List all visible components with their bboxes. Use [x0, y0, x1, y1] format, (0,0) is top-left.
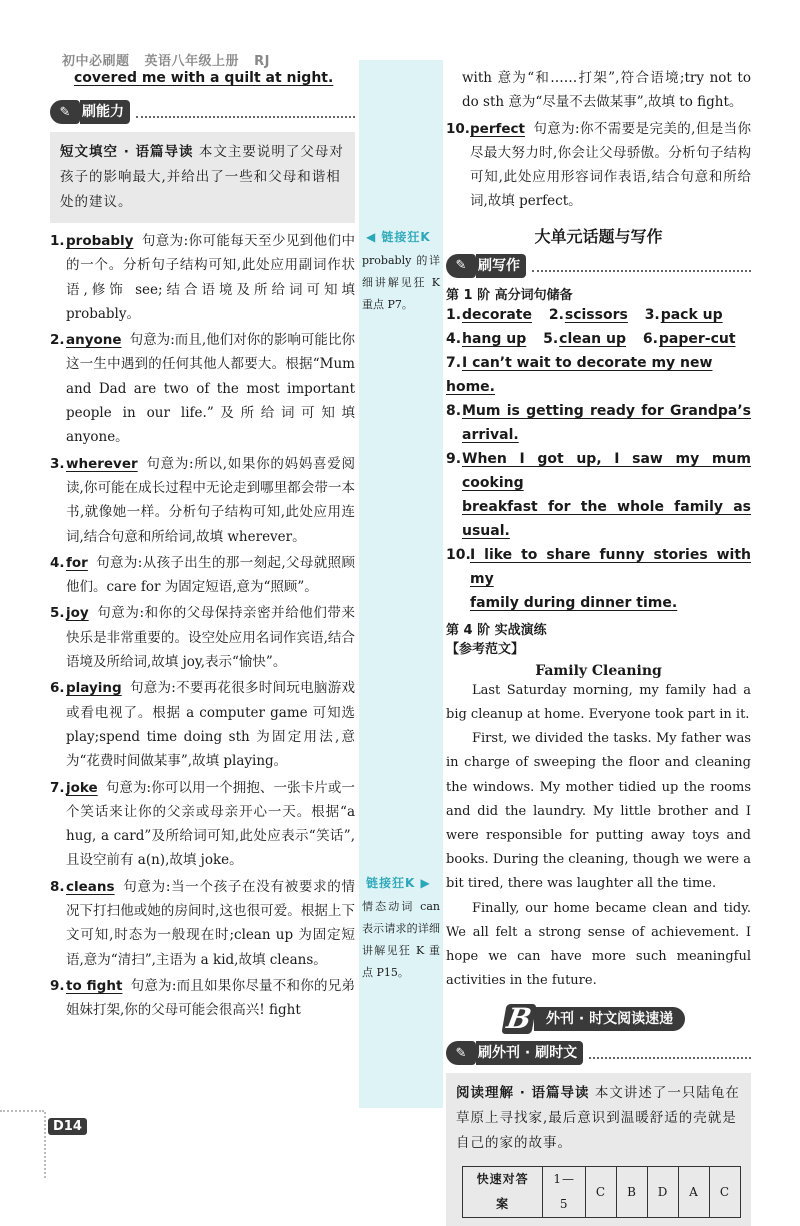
- section-header-writing: [446, 254, 751, 278]
- sentence-text: Mum is getting ready for Grandpa’s: [462, 402, 751, 419]
- header-book: 初中必刷题: [62, 54, 130, 69]
- item-answer: joke: [66, 779, 98, 796]
- link-tag-1: [366, 228, 431, 245]
- quick-answer-table: [462, 1166, 741, 1218]
- page-edge-dots: [0, 1110, 44, 1112]
- brush-icon: ✎: [50, 100, 80, 124]
- sentence-answer: [446, 399, 751, 447]
- item-number: 9.: [50, 977, 65, 994]
- brush-icon: ✎: [446, 1041, 476, 1065]
- item-answer: to fight: [66, 977, 123, 994]
- list-item: [50, 676, 355, 773]
- sidebar-note-1: probably 的详细讲解见狂 K 重点 P7。: [362, 254, 440, 311]
- essay-title: Family Cleaning: [535, 662, 662, 679]
- answer-cell: C: [710, 1167, 741, 1218]
- essay-paragraph: Last Saturday morning, my family had a big cleanup at home. Everyone took part in it.: [446, 682, 751, 722]
- item-explanation: 句意为:而且,他们对你的影响可能比你这一生中遇到的任何其他人都要大。根据“Mum and Dad are two of the most important people in our life.”及所给词可知填 anyone。: [66, 332, 355, 446]
- section-banner: [446, 1002, 751, 1036]
- item-number: 1.: [50, 233, 65, 249]
- intro-text: 本文主要说明了父母对孩子的影响最大,并给出了一些和父母和谐相处的建议。: [60, 144, 344, 210]
- item-number: 10.: [446, 546, 471, 563]
- banner-text: 外刊 · 时文阅读速递: [534, 1007, 685, 1031]
- banner-letter: B: [501, 1004, 536, 1034]
- word-answer: scissors: [564, 306, 628, 323]
- item-number: 3.: [644, 306, 660, 323]
- stage-1-heading: 第 1 阶 高分词句储备: [446, 287, 573, 303]
- arrow-icon: ◀: [366, 230, 377, 244]
- sentence-text: arrival.: [462, 426, 519, 443]
- sentence-answer: [446, 447, 751, 543]
- list-item: [50, 875, 355, 972]
- reading-text: 本文讲述了一只陆龟在草原上寻找家,最后意识到温暖舒适的壳就是自己的家的故事。: [456, 1085, 740, 1152]
- answer-cell: A: [679, 1167, 710, 1218]
- intro-tag: 短文填空 · 语篇导读: [60, 144, 194, 160]
- item-number: 1.: [446, 306, 462, 323]
- item-number: 6.: [642, 330, 658, 347]
- word-answer: hang up: [462, 330, 527, 347]
- answer-list: [50, 229, 355, 1023]
- word-answers-row-1: [446, 303, 751, 327]
- item-answer: probably: [66, 233, 134, 249]
- section-label: 刷外刊 · 刷时文: [476, 1041, 583, 1065]
- item-answer: playing: [66, 680, 122, 697]
- answer-cell: B: [617, 1167, 648, 1218]
- answer-table-label: 快速对答案: [463, 1167, 543, 1218]
- link-tag-2: [366, 874, 431, 891]
- word-answers-row-2: [446, 327, 751, 351]
- carry-text: with 意为“和……打架”,符合语境;try not to do sth 意为“尽量不去做某事”,故填 to fight。: [462, 70, 751, 111]
- answer-cell: C: [586, 1167, 617, 1218]
- reading-intro-box: [446, 1073, 751, 1226]
- item-explanation: 句意为:你可能每天至少见到他们中的一个。分析句子结构可知,此处应用副词作状语,修饰 see;结合语境及所给词可知填 probably。: [66, 233, 355, 322]
- word-answer: pack up: [660, 306, 723, 323]
- item-number: 2.: [548, 306, 564, 323]
- item-explanation: 句意为:从孩子出生的那一刻起,父母就照顾他们。care for 为固定短语,意为“照顾”。: [66, 554, 355, 596]
- carry-over-text: [446, 66, 751, 115]
- section-label: 刷能力: [80, 100, 130, 124]
- right-column: [446, 66, 751, 1226]
- word-answer: paper-cut: [658, 330, 736, 347]
- sentence-text: breakfast for the whole family as: [462, 498, 751, 515]
- item-explanation: 句意为:你不需要是完美的,但是当你尽最大努力时,你会让父母骄傲。分析句子结构可知,此处应用形容词作表语,结合句意和所给词,故填 perfect。: [470, 120, 751, 210]
- item-answer: for: [66, 554, 88, 571]
- item-number: 3.: [50, 455, 65, 472]
- item-number: 7.: [446, 354, 462, 371]
- header-edition: RJ: [254, 54, 270, 69]
- answer-cell: D: [648, 1167, 679, 1218]
- note-tag-label: 链接狂K: [381, 230, 431, 244]
- item-explanation: 句意为:所以,如果你的妈妈喜爱阅读,你可能在成长过程中无论走到哪里都会带一本书,就像她一样。分析句子结构可知,此处应用连词,结合句意和所给词,故填 wherever。: [66, 455, 355, 545]
- sentence-text: family during dinner time.: [470, 594, 678, 611]
- item-explanation: 句意为:和你的父母保持亲密并给他们带来快乐是非常重要的。设空处应用名词作宾语,结合语境及所给词,故填 joy,表示“愉快”。: [66, 605, 355, 671]
- list-item: [50, 551, 355, 600]
- item-explanation: 句意为:不要再花很多时间玩电脑游戏或看电视了。根据 a computer game 可知选 play;spend time doing sth 为固定用法,意为“花费时间做某事”,故填 playing。: [66, 680, 355, 770]
- item-answer: perfect: [470, 120, 525, 137]
- dotted-rule: [589, 1047, 751, 1059]
- unit-title: 大单元话题与写作: [534, 226, 663, 246]
- stage-4-heading: 第 4 阶 实战演练: [446, 622, 547, 638]
- left-column: [50, 66, 355, 1023]
- essay-paragraph: First, we divided the tasks. My father was in charge of sweeping the floor and cleaning the windows. My mother tidied up the rooms and did the laundry. My little brother and I were responsible for putting away toys and books. During the cleaning, though we were a bit tired, there was laughter all the time.: [446, 731, 751, 892]
- section-header-ability: [50, 100, 355, 124]
- sentence-text: I like to share funny stories with my: [470, 546, 751, 587]
- page-number: D14: [48, 1118, 87, 1135]
- reading-tag: 阅读理解 · 语篇导读: [456, 1085, 590, 1102]
- item-number: 8.: [50, 878, 65, 895]
- item-answer: wherever: [66, 455, 138, 472]
- item-number: 2.: [50, 332, 65, 349]
- item-number: 4.: [50, 554, 65, 571]
- list-item: [446, 117, 751, 214]
- item-answer: cleans: [66, 878, 115, 895]
- list-item: [50, 229, 355, 326]
- sentence-text: When I got up, I saw my mum cooking: [462, 450, 751, 491]
- section-label: 刷写作: [476, 254, 526, 278]
- item-explanation: 句意为:你可以用一个拥抱、一张卡片或一个笑话来让你的父亲或母亲开心一天。根据“a hug, a card”及所给词可知,此处应表示“笑话”,且设空前有 a(n),故填 joke。: [66, 779, 355, 869]
- answer-range: 1—5: [543, 1167, 586, 1218]
- item-answer: joy: [66, 605, 89, 622]
- sentence-answer: [446, 351, 751, 399]
- item-number: 5.: [50, 605, 65, 622]
- essay-body: [446, 679, 751, 994]
- sentence-answer: [446, 543, 751, 615]
- note-tag-label: 链接狂K: [366, 876, 416, 890]
- sidebar-note-2: 情态动词 can 表示请求的详细讲解见狂 K 重点 P15。: [362, 900, 440, 979]
- sentence-text: I can’t wait to decorate my new home.: [446, 354, 713, 395]
- list-item: [50, 452, 355, 549]
- item-answer: anyone: [66, 332, 122, 349]
- carry-over-line: covered me with a quilt at night.: [74, 70, 334, 86]
- arrow-icon: ▶: [420, 876, 431, 890]
- item-number: 5.: [543, 330, 559, 347]
- sentence-text: usual.: [462, 522, 510, 539]
- item-explanation: 句意为:而且如果你尽量不和你的兄弟姐妹打架,你的父母可能会很高兴! fight: [66, 977, 355, 1019]
- sample-label: 【参考范文】: [446, 641, 525, 657]
- intro-box: [50, 132, 355, 223]
- list-item: [50, 776, 355, 873]
- word-answer: decorate: [462, 306, 532, 323]
- list-item: [50, 974, 355, 1023]
- item-number: 8.: [446, 402, 462, 419]
- dotted-rule: [136, 106, 355, 118]
- essay-paragraph: Finally, our home became clean and tidy. We all felt a strong sense of achievement. I hope we can have more such meaningful activities in the future.: [446, 900, 751, 989]
- section-header-reading: [446, 1041, 751, 1065]
- header-subject: 英语八年级上册: [144, 54, 240, 69]
- brush-icon: ✎: [446, 254, 476, 278]
- item-number: 9.: [446, 450, 462, 467]
- word-answer: clean up: [559, 330, 627, 347]
- item-number: 7.: [50, 779, 65, 796]
- item-number: 4.: [446, 330, 462, 347]
- list-item: [50, 328, 355, 449]
- dotted-rule: [532, 260, 751, 272]
- page-edge-dots-vertical: [44, 1112, 46, 1178]
- item-number: 6.: [50, 680, 65, 697]
- item-explanation: 句意为:当一个孩子在没有被要求的情况下打扫他或她的房间时,这也很可爱。根据上下文可知,时态为一般现在时;clean up 为固定短语,意为“清扫”,主语为 a kid,故填 cleans。: [66, 878, 355, 968]
- list-item: [50, 601, 355, 674]
- item-number: 10.: [446, 120, 470, 137]
